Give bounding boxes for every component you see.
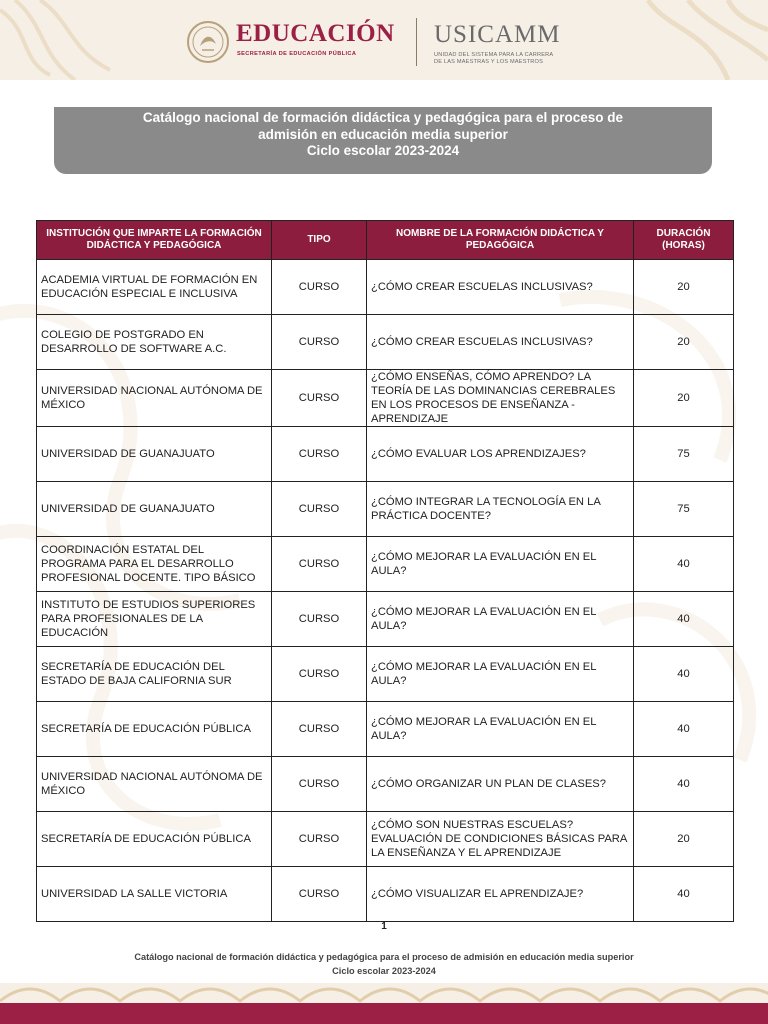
cell-tipo: CURSO bbox=[272, 482, 367, 537]
cell-institucion: SECRETARÍA DE EDUCACIÓN DEL ESTADO DE BAJA CALIFORNIA SUR bbox=[37, 647, 272, 702]
mexico-seal-logo bbox=[186, 20, 230, 64]
header-tipo: TIPO bbox=[272, 221, 367, 260]
footer-color-bar bbox=[0, 1003, 768, 1024]
footer-pattern-decoration bbox=[0, 983, 768, 1003]
cell-institucion: INSTITUTO DE ESTUDIOS SUPERIORES PARA PROFESIONALES DE LA EDUCACIÓN bbox=[37, 592, 272, 647]
usicamm-subtitle-line2: DE LAS MAESTRAS Y LOS MAESTROS bbox=[434, 59, 543, 65]
usicamm-subtitle-line1: UNIDAD DEL SISTEMA PARA LA CARRERA bbox=[434, 52, 554, 58]
cell-institucion: COLEGIO DE POSTGRADO EN DESARROLLO DE SOFTWARE A.C. bbox=[37, 315, 272, 370]
cell-institucion: SECRETARÍA DE EDUCACIÓN PÚBLICA bbox=[37, 702, 272, 757]
cell-nombre: ¿CÓMO MEJORAR LA EVALUACIÓN EN EL AULA? bbox=[367, 537, 634, 592]
cell-tipo: CURSO bbox=[272, 592, 367, 647]
cell-duracion: 20 bbox=[634, 812, 734, 867]
cell-nombre: ¿CÓMO SON NUESTRAS ESCUELAS? EVALUACIÓN DE CONDICIONES BÁSICAS PARA LA ENSEÑANZA Y EL APRENDIZAJE bbox=[367, 812, 634, 867]
footer-line1: Catálogo nacional de formación didáctica y pedagógica para el proceso de admisión en educación media superior bbox=[134, 952, 634, 962]
table-row bbox=[37, 592, 734, 647]
cell-nombre: ¿CÓMO EVALUAR LOS APRENDIZAJES? bbox=[367, 427, 634, 482]
cell-institucion: SECRETARÍA DE EDUCACIÓN PÚBLICA bbox=[37, 812, 272, 867]
cell-duracion: 75 bbox=[634, 427, 734, 482]
cell-tipo: CURSO bbox=[272, 867, 367, 922]
cell-nombre: ¿CÓMO MEJORAR LA EVALUACIÓN EN EL AULA? bbox=[367, 702, 634, 757]
usicamm-logo-title: USICAMM bbox=[434, 21, 561, 48]
table-row bbox=[37, 370, 734, 427]
cell-nombre: ¿CÓMO INTEGRAR LA TECNOLOGÍA EN LA PRÁCTICA DOCENTE? bbox=[367, 482, 634, 537]
cell-nombre: ¿CÓMO VISUALIZAR EL APRENDIZAJE? bbox=[367, 867, 634, 922]
cell-institucion: UNIVERSIDAD NACIONAL AUTÓNOMA DE MÉXICO bbox=[37, 370, 272, 427]
cell-duracion: 40 bbox=[634, 592, 734, 647]
header-pattern-right-decoration bbox=[628, 0, 768, 80]
cell-institucion: ACADEMIA VIRTUAL DE FORMACIÓN EN EDUCACIÓN ESPECIAL E INCLUSIVA bbox=[37, 260, 272, 315]
cell-institucion: UNIVERSIDAD LA SALLE VICTORIA bbox=[37, 867, 272, 922]
header-pattern-left-decoration bbox=[0, 0, 130, 80]
cell-tipo: CURSO bbox=[272, 315, 367, 370]
cell-nombre: ¿CÓMO CREAR ESCUELAS INCLUSIVAS? bbox=[367, 315, 634, 370]
cell-nombre: ¿CÓMO ENSEÑAS, CÓMO APRENDO? LA TEORÍA DE LAS DOMINANCIAS CEREBRALES EN LOS PROCESOS DE ENSEÑANZA - APRENDIZAJE bbox=[367, 370, 634, 427]
table-row bbox=[37, 427, 734, 482]
cell-tipo: CURSO bbox=[272, 260, 367, 315]
footer-line2: Ciclo escolar 2023-2024 bbox=[332, 966, 436, 976]
document-title-line3: Ciclo escolar 2023-2024 bbox=[306, 143, 460, 158]
cell-duracion: 75 bbox=[634, 482, 734, 537]
cell-institucion: COORDINACIÓN ESTATAL DEL PROGRAMA PARA EL DESARROLLO PROFESIONAL DOCENTE. TIPO BÁSICO bbox=[37, 537, 272, 592]
footer-pattern-band bbox=[0, 983, 768, 1003]
educacion-logo-subtitle: SECRETARÍA DE EDUCACIÓN PÚBLICA bbox=[237, 51, 357, 57]
cell-duracion: 20 bbox=[634, 260, 734, 315]
cell-duracion: 20 bbox=[634, 370, 734, 427]
cell-tipo: CURSO bbox=[272, 702, 367, 757]
header-institucion: INSTITUCIÓN QUE IMPARTE LA FORMACIÓN DIDÁCTICA Y PEDAGÓGICA bbox=[37, 221, 272, 260]
cell-institucion: UNIVERSIDAD DE GUANAJUATO bbox=[37, 427, 272, 482]
document-title-line2: admisión en educación media superior bbox=[258, 126, 508, 142]
cell-tipo: CURSO bbox=[272, 370, 367, 427]
cell-duracion: 40 bbox=[634, 537, 734, 592]
table-row bbox=[37, 757, 734, 812]
document-title-box bbox=[54, 107, 712, 174]
table-row bbox=[37, 260, 734, 315]
table-row bbox=[37, 867, 734, 922]
table-row bbox=[37, 537, 734, 592]
usicamm-logo-subtitle bbox=[434, 52, 604, 66]
header-duracion: DURACIÓN (HORAS) bbox=[634, 221, 734, 260]
document-title-line1: Catálogo nacional de formación didáctica y pedagógica para el proceso de bbox=[142, 110, 624, 125]
cell-tipo: CURSO bbox=[272, 427, 367, 482]
cell-nombre: ¿CÓMO ORGANIZAR UN PLAN DE CLASES? bbox=[367, 757, 634, 812]
catalog-table bbox=[36, 220, 734, 922]
page-footer-text bbox=[0, 950, 768, 978]
cell-nombre: ¿CÓMO MEJORAR LA EVALUACIÓN EN EL AULA? bbox=[367, 592, 634, 647]
cell-institucion: UNIVERSIDAD DE GUANAJUATO bbox=[37, 482, 272, 537]
table-header-row bbox=[37, 221, 734, 260]
cell-nombre: ¿CÓMO CREAR ESCUELAS INCLUSIVAS? bbox=[367, 260, 634, 315]
cell-tipo: CURSO bbox=[272, 647, 367, 702]
cell-tipo: CURSO bbox=[272, 757, 367, 812]
cell-institucion: UNIVERSIDAD NACIONAL AUTÓNOMA DE MÉXICO bbox=[37, 757, 272, 812]
cell-tipo: CURSO bbox=[272, 812, 367, 867]
table-row bbox=[37, 812, 734, 867]
header-divider bbox=[416, 18, 417, 66]
educacion-logo-title: EDUCACIÓN bbox=[236, 20, 395, 47]
cell-duracion: 20 bbox=[634, 315, 734, 370]
cell-duracion: 40 bbox=[634, 647, 734, 702]
page-header bbox=[0, 0, 768, 80]
table-row bbox=[37, 647, 734, 702]
cell-duracion: 40 bbox=[634, 867, 734, 922]
cell-duracion: 40 bbox=[634, 757, 734, 812]
table-row bbox=[37, 315, 734, 370]
cell-duracion: 40 bbox=[634, 702, 734, 757]
table-row bbox=[37, 482, 734, 537]
table-row bbox=[37, 702, 734, 757]
header-nombre: NOMBRE DE LA FORMACIÓN DIDÁCTICA Y PEDAGÓGICA bbox=[367, 221, 634, 260]
page-number: 1 bbox=[381, 921, 387, 932]
cell-nombre: ¿CÓMO MEJORAR LA EVALUACIÓN EN EL AULA? bbox=[367, 647, 634, 702]
cell-tipo: CURSO bbox=[272, 537, 367, 592]
